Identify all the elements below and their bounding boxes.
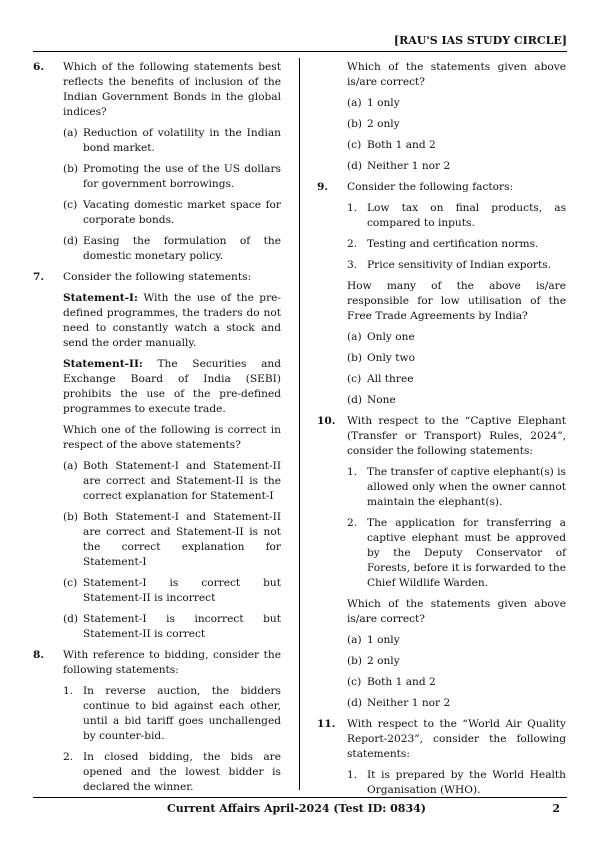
item-label: 2. xyxy=(347,517,358,529)
question-prompt: How many of the above is/are responsible for low utilisation of the Free Trade Agreements by India? xyxy=(347,280,566,322)
option-text: None xyxy=(367,394,396,406)
option-d xyxy=(347,393,566,408)
footer-rule xyxy=(33,797,567,798)
question-number: 7. xyxy=(33,271,45,283)
option-label: (b) xyxy=(347,118,363,130)
option-d xyxy=(63,234,281,264)
question-prompt: Which of the statements given above is/are correct? xyxy=(347,598,566,625)
item-label: 3. xyxy=(347,259,358,271)
item-label: 2. xyxy=(347,238,358,250)
option-label: (c) xyxy=(63,199,78,211)
question-number: 9. xyxy=(317,181,329,193)
statement-label: Statement-II: xyxy=(63,358,143,370)
option-text: Only one xyxy=(367,331,415,343)
question-number: 8. xyxy=(33,649,45,661)
option-text: 1 only xyxy=(367,97,400,109)
option-c xyxy=(347,372,566,387)
item-text: In closed bidding, the bids are opened and the lowest bidder is declared the winner. xyxy=(83,751,281,793)
question-prompt: Which one of the following is correct in respect of the above statements? xyxy=(63,424,281,451)
option-text: Easing the formulation of the domestic monetary policy. xyxy=(83,235,281,262)
item-text: The application for transferring a captive elephant must be approved by the Deputy Conservator of Forests, before it is forwarded to the Chief Wildlife Warden. xyxy=(367,517,566,589)
option-text: Both 1 and 2 xyxy=(367,139,436,151)
statement-item-1 xyxy=(63,684,281,744)
option-text: 2 only xyxy=(367,118,400,130)
option-label: (a) xyxy=(63,460,78,472)
option-b xyxy=(63,162,281,192)
option-label: (d) xyxy=(347,697,363,709)
option-b xyxy=(63,510,281,570)
option-label: (b) xyxy=(63,511,79,523)
option-text: 1 only xyxy=(367,634,400,646)
option-label: (d) xyxy=(63,613,79,625)
option-text: Neither 1 nor 2 xyxy=(367,697,451,709)
statement-item-2 xyxy=(63,750,281,795)
option-c xyxy=(347,138,566,153)
option-label: (a) xyxy=(347,97,362,109)
option-c xyxy=(347,675,566,690)
option-b xyxy=(347,654,566,669)
item-text: Price sensitivity of Indian exports. xyxy=(367,259,552,271)
header-rule xyxy=(33,51,567,52)
question-6 xyxy=(33,60,281,264)
option-text: Vacating domestic market space for corporate bonds. xyxy=(83,199,281,226)
question-text: Consider the following factors: xyxy=(347,181,514,193)
option-text: Both Statement-I and Statement-II are correct and Statement-II is the correct explanation for Statement-I xyxy=(83,460,281,502)
option-label: (b) xyxy=(347,655,363,667)
option-b xyxy=(347,117,566,132)
option-d xyxy=(347,696,566,711)
statement-text: The Securities and Exchange Board of India (SEBI) prohibits the use of the pre-defined programmes to execute trade. xyxy=(63,358,281,415)
question-number: 10. xyxy=(317,415,336,427)
item-text: In reverse auction, the bidders continue to bid against each other, until a bid tariff goes unchallenged by counter-bid. xyxy=(83,685,281,742)
question-number: 6. xyxy=(33,61,45,73)
question-9 xyxy=(317,180,566,408)
option-text: Statement-I is incorrect but Statement-II is correct xyxy=(83,613,281,640)
statement-item-1 xyxy=(347,768,566,798)
option-label: (c) xyxy=(63,577,78,589)
question-text: With respect to the “World Air Quality Report-2023”, consider the following statements: xyxy=(347,718,566,760)
option-label: (d) xyxy=(347,394,363,406)
option-label: (c) xyxy=(347,676,362,688)
option-text: Statement-I is correct but Statement-II is incorrect xyxy=(83,577,281,604)
option-label: (c) xyxy=(347,373,362,385)
question-text: With reference to bidding, consider the following statements: xyxy=(63,649,281,676)
item-label: 2. xyxy=(63,751,74,763)
option-label: (d) xyxy=(63,235,79,247)
item-label: 1. xyxy=(347,202,358,214)
right-column xyxy=(317,60,566,804)
page-footer: Current Affairs April-2024 (Test ID: 0834) xyxy=(167,802,426,815)
item-text: Low tax on final products, as compared to inputs. xyxy=(367,202,566,229)
question-10 xyxy=(317,414,566,711)
statement-label: Statement-I: xyxy=(63,292,138,304)
option-text: Promoting the use of the US dollars for government borrowings. xyxy=(83,163,281,190)
option-d xyxy=(347,159,566,174)
option-text: Both 1 and 2 xyxy=(367,676,436,688)
question-8-continued xyxy=(317,60,566,174)
option-a xyxy=(347,96,566,111)
option-c xyxy=(63,198,281,228)
question-text: With respect to the “Captive Elephant (Transfer or Transport) Rules, 2024”, consider the following statements: xyxy=(347,415,566,457)
left-column xyxy=(33,60,281,801)
factor-item-2 xyxy=(347,237,566,252)
factor-item-1 xyxy=(347,201,566,231)
option-b xyxy=(347,351,566,366)
page-header: [RAU'S IAS STUDY CIRCLE] xyxy=(393,34,567,47)
statement-text: With the use of the pre-defined programmes, the traders do not need to constantly watch a stock and send the order manually. xyxy=(63,292,281,349)
question-text: Which of the following statements best reflects the benefits of inclusion of the Indian Government Bonds in the global indices? xyxy=(63,61,281,118)
question-text: Consider the following statements: xyxy=(63,271,252,283)
factor-item-3 xyxy=(347,258,566,273)
option-label: (d) xyxy=(347,160,363,172)
option-a xyxy=(63,459,281,504)
option-label: (a) xyxy=(347,634,362,646)
statement-item-1 xyxy=(347,465,566,510)
statement-item-2 xyxy=(347,516,566,591)
option-c xyxy=(63,576,281,606)
question-8 xyxy=(33,648,281,795)
option-text: 2 only xyxy=(367,655,400,667)
item-text: Testing and certification norms. xyxy=(367,238,539,250)
item-label: 1. xyxy=(63,685,74,697)
option-label: (a) xyxy=(347,331,362,343)
question-number: 11. xyxy=(317,718,336,730)
option-a xyxy=(347,633,566,648)
statement-1 xyxy=(63,291,281,351)
option-d xyxy=(63,612,281,642)
question-prompt: Which of the statements given above is/are correct? xyxy=(347,61,566,88)
option-a xyxy=(63,126,281,156)
option-label: (c) xyxy=(347,139,362,151)
column-divider xyxy=(299,58,300,790)
statement-2 xyxy=(63,357,281,417)
item-text: It is prepared by the World Health Organisation (WHO). xyxy=(367,769,566,796)
option-text: Both Statement-I and Statement-II are correct and Statement-II is not the correct explanation for Statement-I xyxy=(83,511,281,568)
item-label: 1. xyxy=(347,466,358,478)
page-number: 2 xyxy=(552,802,560,815)
item-text: The transfer of captive elephant(s) is allowed only when the owner cannot maintain the elephant(s). xyxy=(367,466,566,508)
option-label: (a) xyxy=(63,127,78,139)
option-text: Only two xyxy=(367,352,415,364)
option-text: Reduction of volatility in the Indian bond market. xyxy=(83,127,281,154)
question-11 xyxy=(317,717,566,798)
option-a xyxy=(347,330,566,345)
option-text: Neither 1 nor 2 xyxy=(367,160,451,172)
option-label: (b) xyxy=(347,352,363,364)
question-7 xyxy=(33,270,281,642)
option-text: All three xyxy=(367,373,414,385)
option-label: (b) xyxy=(63,163,79,175)
item-label: 1. xyxy=(347,769,358,781)
